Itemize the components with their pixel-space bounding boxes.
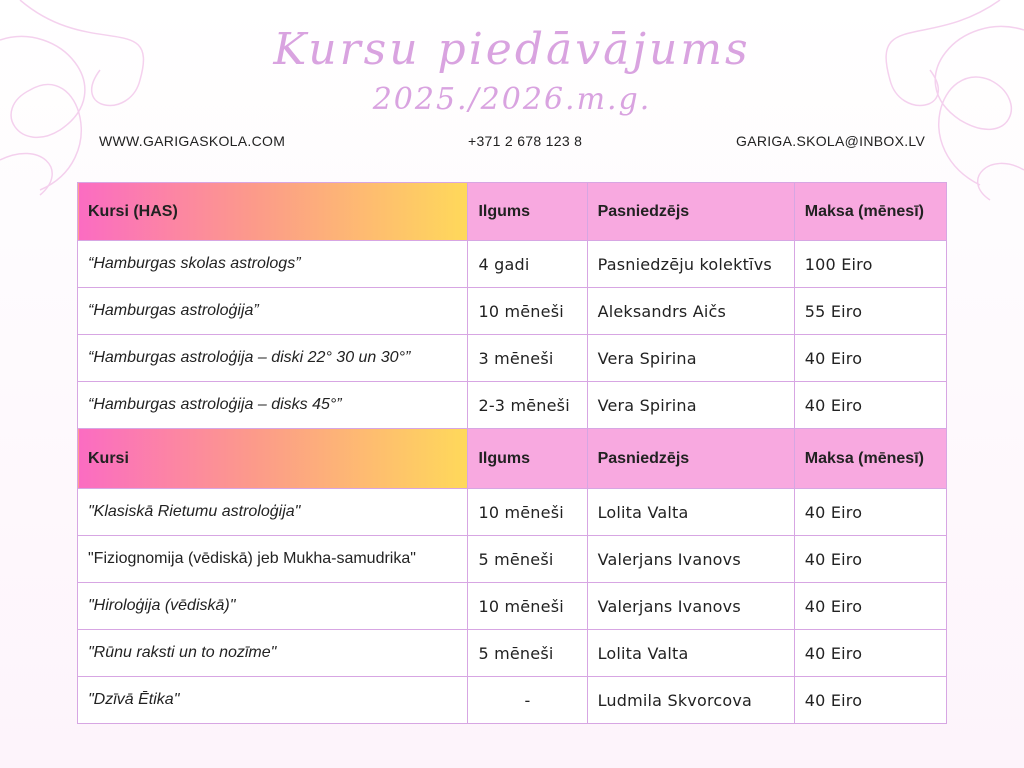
course-price: 55 Eiro: [794, 288, 946, 335]
table-row: [78, 583, 947, 630]
course-name: "Hiroloģija (vēdiskā)": [78, 583, 468, 630]
course-price: 40 Eiro: [794, 583, 946, 630]
course-name: “Hamburgas astroloģija – disks 45°”: [78, 382, 468, 429]
course-price: 40 Eiro: [794, 677, 946, 724]
course-table: [77, 182, 947, 724]
table-row: [78, 241, 947, 288]
table-header-row: [78, 183, 947, 241]
header-teacher: Pasniedzējs: [587, 429, 794, 489]
course-teacher: Vera Spirina: [587, 382, 794, 429]
course-teacher: Aleksandrs Aičs: [587, 288, 794, 335]
table-row: [78, 335, 947, 382]
course-price: 40 Eiro: [794, 382, 946, 429]
page-title: Kursu piedāvājums: [273, 24, 751, 75]
header-duration: Ilgums: [468, 429, 587, 489]
course-price: 100 Eiro: [794, 241, 946, 288]
course-duration: 3 mēneši: [468, 335, 587, 382]
table-row: [78, 677, 947, 724]
header-course: Kursi: [78, 429, 468, 489]
table-row: [78, 536, 947, 583]
course-duration: 5 mēneši: [468, 630, 587, 677]
course-price: 40 Eiro: [794, 630, 946, 677]
course-teacher: Lolita Valta: [587, 630, 794, 677]
email-link[interactable]: GARIGA.SKOLA@INBOX.LV: [736, 133, 926, 149]
phone-number[interactable]: +371 2 678 123 8: [468, 133, 583, 149]
table-row: [78, 630, 947, 677]
course-price: 40 Eiro: [794, 489, 946, 536]
course-duration: 2-3 mēneši: [468, 382, 587, 429]
course-price: 40 Eiro: [794, 536, 946, 583]
school-year: 2025./2026.m.g.: [372, 82, 652, 117]
course-teacher: Ludmila Skvorcova: [587, 677, 794, 724]
website-link[interactable]: WWW.GARIGASKOLA.COM: [99, 133, 286, 149]
header-teacher: Pasniedzējs: [587, 183, 794, 241]
course-name: "Rūnu raksti un to nozīme": [78, 630, 468, 677]
table-row: [78, 489, 947, 536]
course-duration: 5 mēneši: [468, 536, 587, 583]
header-price: Maksa (mēnesī): [794, 429, 946, 489]
course-duration: 10 mēneši: [468, 288, 587, 335]
table-row: [78, 288, 947, 335]
course-name: “Hamburgas astroloģija – diski 22° 30 un 30°”: [78, 335, 468, 382]
course-teacher: Valerjans Ivanovs: [587, 536, 794, 583]
course-duration: 4 gadi: [468, 241, 587, 288]
header-course: Kursi (HAS): [78, 183, 468, 241]
header-duration: Ilgums: [468, 183, 587, 241]
course-name: “Hamburgas astroloģija”: [78, 288, 468, 335]
course-duration: 10 mēneši: [468, 489, 587, 536]
course-teacher: Pasniedzēju kolektīvs: [587, 241, 794, 288]
header-price: Maksa (mēnesī): [794, 183, 946, 241]
course-name: “Hamburgas skolas astrologs”: [78, 241, 468, 288]
course-name: "Fiziognomija (vēdiskā) jeb Mukha-samudrika": [78, 536, 468, 583]
course-teacher: Vera Spirina: [587, 335, 794, 382]
course-duration: 10 mēneši: [468, 583, 587, 630]
table-header-row: [78, 429, 947, 489]
course-duration: -: [468, 677, 587, 724]
table-row: [78, 382, 947, 429]
course-teacher: Lolita Valta: [587, 489, 794, 536]
course-price: 40 Eiro: [794, 335, 946, 382]
course-teacher: Valerjans Ivanovs: [587, 583, 794, 630]
course-name: "Dzīvā Ētika": [78, 677, 468, 724]
course-name: "Klasiskā Rietumu astroloģija": [78, 489, 468, 536]
